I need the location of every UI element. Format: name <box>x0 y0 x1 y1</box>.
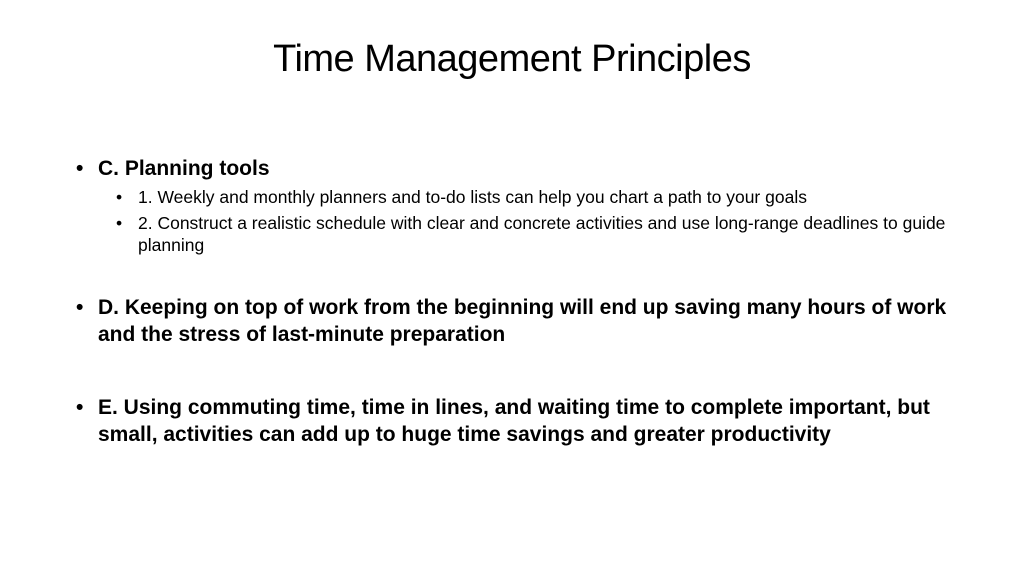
bullet-item-planning-tools <box>76 155 956 182</box>
sub-bullet-item-schedule <box>116 212 956 256</box>
bullet-dot-icon: • <box>76 157 84 180</box>
bullet-item-commuting-time <box>76 394 956 448</box>
bullet-dot-icon: • <box>116 213 123 233</box>
bullet-dot-icon: • <box>76 396 84 419</box>
bullet-text: D. Keeping on top of work from the beginning will end up saving many hours of work and the stress of last-minute preparation <box>98 296 947 346</box>
sub-bullet-text: 1. Weekly and monthly planners and to-do lists can help you chart a path to your goals <box>138 187 807 207</box>
slide-title: Time Management Principles <box>273 38 751 80</box>
sub-bullet-list <box>76 186 956 256</box>
bullet-item-keeping-on-top <box>76 294 956 348</box>
sub-bullet-text: 2. Construct a realistic schedule with clear and concrete activities and use long-range deadlines to guide planning <box>138 213 946 255</box>
slide-content <box>76 155 956 448</box>
bullet-dot-icon: • <box>76 296 84 319</box>
bullet-text: C. Planning tools <box>98 157 270 180</box>
sub-bullet-item-planners <box>116 186 956 208</box>
bullet-text: E. Using commuting time, time in lines, and waiting time to complete important, but small, activities can add up to huge time savings and greater productivity <box>98 396 930 446</box>
bullet-dot-icon: • <box>116 187 123 207</box>
